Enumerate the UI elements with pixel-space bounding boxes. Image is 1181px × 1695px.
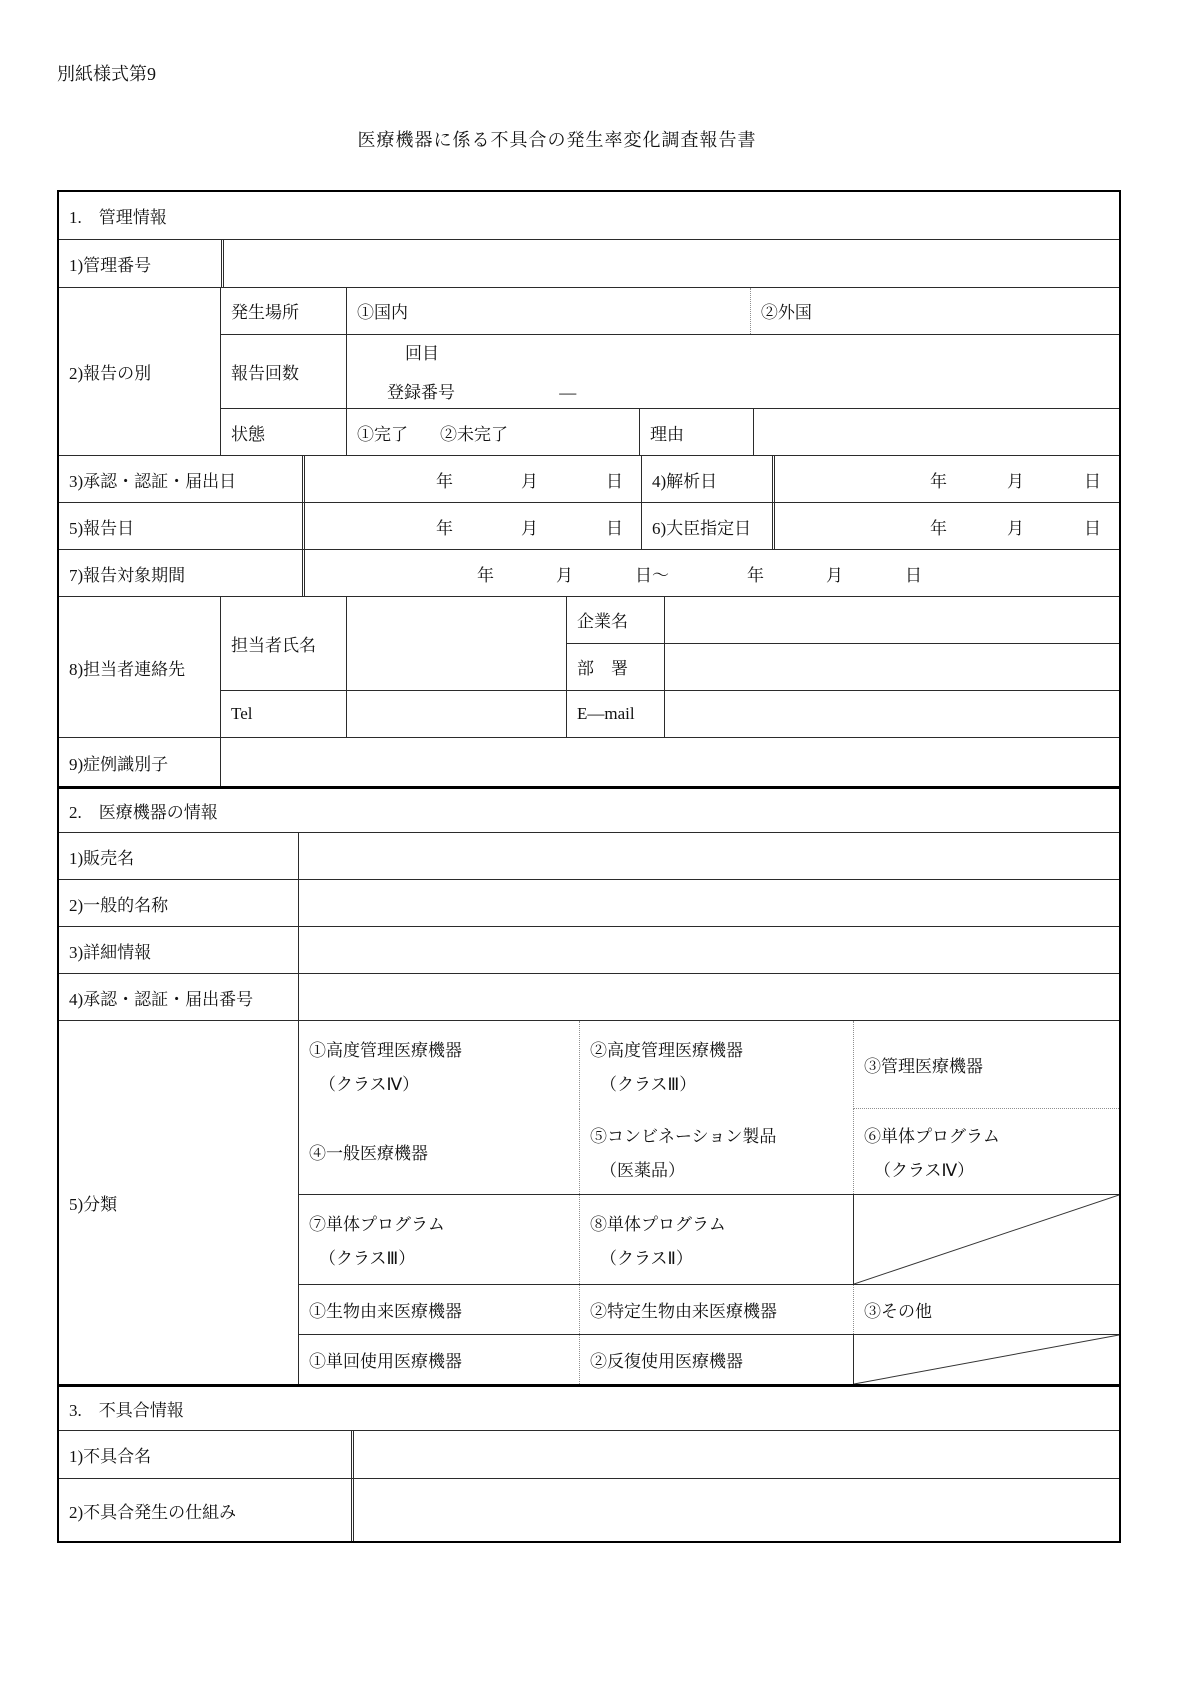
diagonal-line-icon bbox=[854, 1195, 1119, 1284]
count-times-text: 回目 bbox=[405, 344, 439, 364]
ymd-month: 月 bbox=[1007, 518, 1024, 538]
section2-heading: 2. 医療機器の情報 bbox=[69, 803, 218, 822]
approval-number-field[interactable] bbox=[299, 974, 1119, 1020]
mgmt-number-field[interactable] bbox=[221, 240, 1119, 287]
ymd-year: 年 bbox=[477, 565, 494, 585]
sales-name-field[interactable] bbox=[299, 833, 1119, 879]
email-field[interactable] bbox=[665, 691, 1119, 737]
occurrence-place-label: 発生場所 bbox=[221, 288, 347, 334]
email-label: E—mail bbox=[567, 691, 665, 737]
option-bio-device[interactable]: ①生物由来医療機器 bbox=[299, 1285, 580, 1334]
ymd-day: 日 bbox=[905, 565, 922, 585]
option-general-device[interactable]: ④一般医療機器 bbox=[299, 1109, 580, 1194]
option-combination-product[interactable]: ⑤コンビネーション製品 （医薬品） bbox=[580, 1109, 854, 1194]
option-reuse-device[interactable]: ②反復使用医療機器 bbox=[580, 1335, 854, 1384]
ymd-year: 年 bbox=[436, 518, 453, 538]
report-date-field[interactable] bbox=[302, 503, 642, 549]
sales-name-label: 1)販売名 bbox=[59, 833, 299, 879]
ymd-year: 年 bbox=[930, 471, 947, 491]
ymd-month: 月 bbox=[521, 471, 538, 491]
ymd-day: 日 bbox=[606, 471, 623, 491]
option-program-class3[interactable]: ⑦単体プログラム （クラスⅢ） bbox=[299, 1195, 580, 1284]
option-specified-bio-device[interactable]: ②特定生物由来医療機器 bbox=[580, 1285, 854, 1334]
option-class3-device[interactable]: ②高度管理医療機器 （クラスⅢ） bbox=[580, 1021, 854, 1109]
option-class4-device[interactable]: ①高度管理医療機器 （クラスⅣ） bbox=[299, 1021, 580, 1109]
form-code-text: 別紙様式第9 bbox=[57, 64, 156, 84]
option-other[interactable]: ③その他 bbox=[864, 1302, 932, 1321]
ymd-day: 日 bbox=[1084, 518, 1101, 538]
approval-date-label: 3)承認・認証・届出日 bbox=[69, 471, 237, 491]
reason-field[interactable] bbox=[754, 409, 1119, 455]
contact-name-label: 担当者氏名 bbox=[221, 597, 347, 690]
ymd-day-tilde: 日〜 bbox=[635, 565, 669, 585]
approval-date-field[interactable] bbox=[302, 456, 642, 502]
mgmt-number-label: 1)管理番号 bbox=[69, 256, 152, 275]
tel-label: Tel bbox=[221, 691, 347, 737]
defect-name-field[interactable] bbox=[351, 1431, 1119, 1478]
option-completed[interactable]: ①完了 bbox=[357, 424, 408, 444]
ymd-month: 月 bbox=[556, 565, 573, 585]
ymd-year: 年 bbox=[930, 518, 947, 538]
report-count-field[interactable] bbox=[347, 335, 1119, 409]
contact-name-field[interactable] bbox=[347, 597, 567, 690]
registration-number-label: 登録番号 bbox=[387, 383, 455, 403]
registration-dash: — bbox=[559, 383, 577, 403]
contact-label: 8)担当者連絡先 bbox=[59, 597, 221, 737]
tel-field[interactable] bbox=[347, 691, 567, 737]
detail-info-field[interactable] bbox=[299, 927, 1119, 973]
analysis-date-field[interactable] bbox=[772, 456, 1119, 502]
option-single-use-device[interactable]: ①単回使用医療機器 bbox=[299, 1335, 580, 1384]
defect-mechanism-label: 2)不具合発生の仕組み bbox=[69, 1502, 237, 1522]
minister-date-field[interactable] bbox=[772, 503, 1119, 549]
registration-number-line bbox=[347, 378, 1119, 403]
ymd-day: 日 bbox=[1084, 471, 1101, 491]
classification-label: 5)分類 bbox=[59, 1021, 299, 1384]
generic-name-label: 2)一般的名称 bbox=[59, 880, 299, 926]
company-field[interactable] bbox=[665, 597, 1119, 643]
defect-name-label: 1)不具合名 bbox=[69, 1447, 152, 1466]
report-count-label: 報告回数 bbox=[221, 335, 347, 409]
case-id-label: 9)症例識別子 bbox=[59, 738, 221, 786]
ymd-month: 月 bbox=[826, 565, 843, 585]
company-label: 企業名 bbox=[567, 597, 665, 643]
diagonal-strike-cell bbox=[854, 1195, 1119, 1284]
diagonal-strike-cell bbox=[854, 1335, 1119, 1384]
department-field[interactable] bbox=[665, 644, 1119, 691]
case-id-field[interactable] bbox=[221, 738, 1119, 786]
option-program-class2[interactable]: ⑧単体プログラム （クラスⅡ） bbox=[580, 1195, 854, 1284]
section1-heading: 1. 管理情報 bbox=[69, 208, 167, 227]
option-program-class4[interactable]: ⑥単体プログラム （クラスⅣ） bbox=[864, 1127, 1000, 1180]
generic-name-field[interactable] bbox=[299, 880, 1119, 926]
report-type-label: 2)報告の別 bbox=[59, 288, 221, 455]
option-incomplete[interactable]: ②未完了 bbox=[440, 424, 508, 444]
page-title: 医療機器に係る不具合の発生率変化調査報告書 bbox=[357, 130, 757, 150]
report-form-table bbox=[57, 190, 1121, 1543]
diagonal-line-icon bbox=[854, 1335, 1119, 1384]
analysis-date-label: 4)解析日 bbox=[652, 471, 718, 491]
department-label: 部 署 bbox=[567, 644, 665, 691]
target-period-label: 7)報告対象期間 bbox=[69, 565, 186, 585]
minister-date-label: 6)大臣指定日 bbox=[652, 518, 752, 538]
report-date-label: 5)報告日 bbox=[69, 518, 135, 538]
ymd-year: 年 bbox=[436, 471, 453, 491]
status-label: 状態 bbox=[221, 409, 347, 455]
ymd-year: 年 bbox=[747, 565, 764, 585]
option-domestic[interactable]: ①国内 bbox=[347, 288, 751, 334]
ymd-month: 月 bbox=[1007, 471, 1024, 491]
option-managed-device[interactable]: ③管理医療機器 bbox=[854, 1021, 1119, 1109]
detail-info-label: 3)詳細情報 bbox=[59, 927, 299, 973]
approval-number-label: 4)承認・認証・届出番号 bbox=[59, 974, 299, 1020]
target-period-field[interactable] bbox=[302, 550, 1119, 596]
defect-mechanism-field[interactable] bbox=[351, 1479, 1119, 1541]
option-foreign[interactable]: ②外国 bbox=[760, 303, 812, 323]
ymd-day: 日 bbox=[606, 518, 623, 538]
section3-heading: 3. 不具合情報 bbox=[69, 1401, 184, 1420]
reason-label: 理由 bbox=[640, 409, 754, 455]
ymd-month: 月 bbox=[521, 518, 538, 538]
